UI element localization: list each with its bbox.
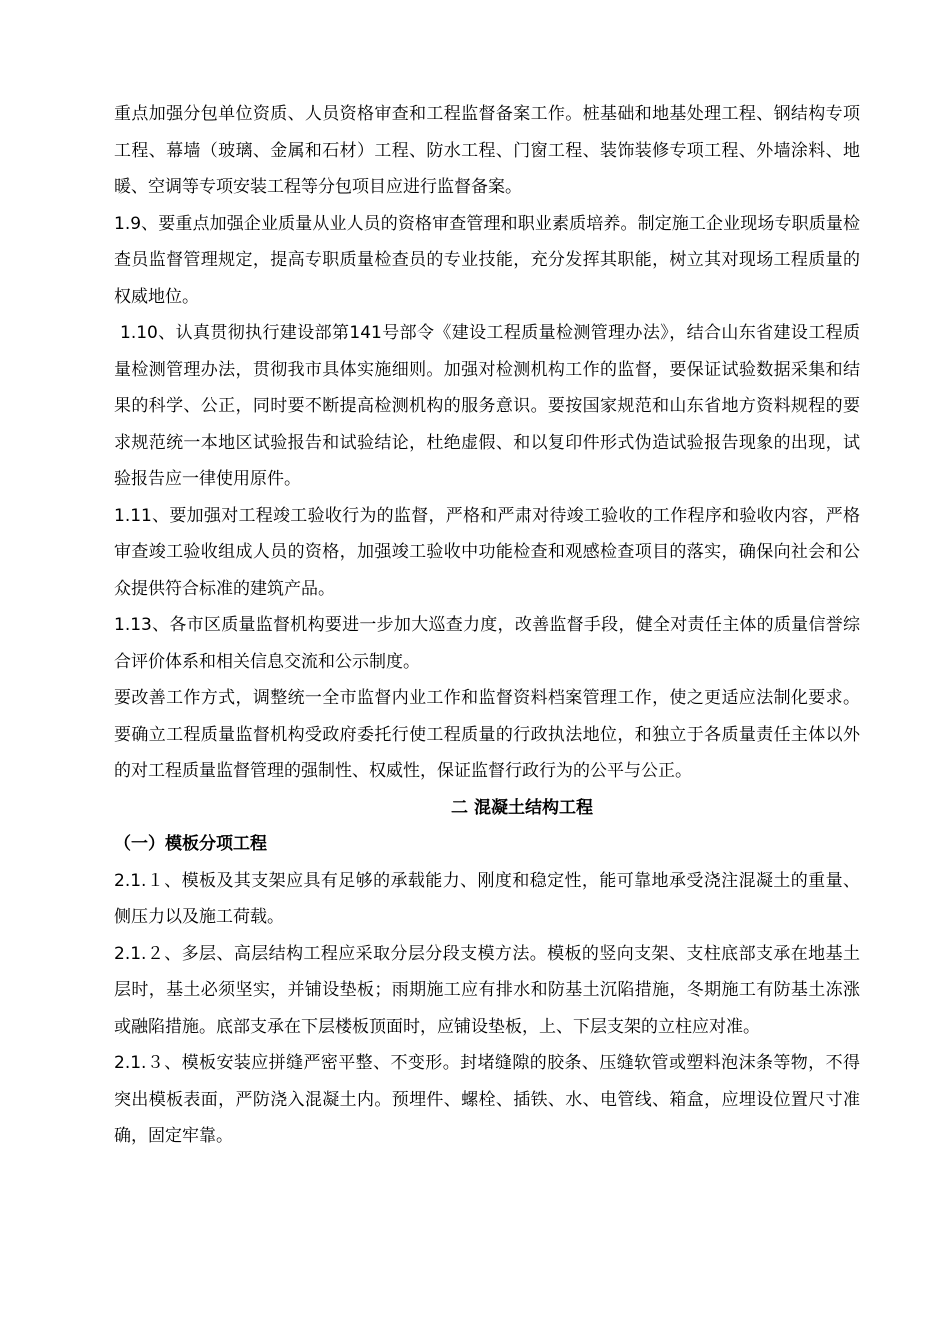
item-2-1-3: 2.1.３、模板安装应拼缝严密平整、不变形。封堵缝隙的胶条、压缝软管或塑料泡沫条等物，不得突出模板表面，严防浇入混凝土内。预埋件、螺栓、插铁、水、电管线、箱盒，应埋设位置尺寸准确，固定牢靠。	[114, 1053, 860, 1146]
item-2-1-1: 2.1.１、模板及其支架应具有足够的承载能力、刚度和稳定性，能可靠地承受浇注混凝土的重量、侧压力以及施工荷载。	[114, 870, 860, 927]
item-2-1-2: 2.1.２、多层、高层结构工程应采取分层分段支模方法。模板的竖向支架、支柱底部支承在地基土层时，基土必须坚实，并铺设垫板；雨期施工应有排水和防基土沉陷措施，冬期施工有防基土冻涨或融陷措施。底部支承在下层楼板顶面时，应铺设垫板，上、下层支架的立柱应对准。	[114, 943, 860, 1037]
paragraph-subcontract-filing: 重点加强分包单位资质、人员资格审查和工程监督备案工作。桩基础和地基处理工程、钢结构专项工程、幕墙（玻璃、金属和石材）工程、防水工程、门窗工程、装饰装修专项工程、外墙涂料、地暖、空调等专项安装工程等分包项目应进行监督备案。	[114, 104, 860, 197]
paragraph-work-method: 要改善工作方式，调整统一全市监督内业工作和监督资料档案管理工作，使之更适应法制化要求。要确立工程质量监督机构受政府委托行使工程质量的行政执法地位，和独立于各质量责任主体以外的对工程质量监督管理的强制性、权威性，保证监督行政行为的公平与公正。	[114, 688, 860, 781]
paragraph-1-13: 1.13、各市区质量监督机构要进一步加大巡查力度，改善监督手段，健全对责任主体的质量信誉综合评价体系和相关信息交流和公示制度。	[114, 615, 860, 672]
subsection-title: （一）模板分项工程	[114, 834, 267, 854]
paragraph-1-9: 1.9、要重点加强企业质量从业人员的资格审查管理和职业素质培养。制定施工企业现场专职质量检查员监督管理规定，提高专职质量检查员的专业技能，充分发挥其职能，树立其对现场工程质量的权威地位。	[114, 213, 860, 307]
paragraph-1-11: 1.11、要加强对工程竣工验收行为的监督，严格和严肃对待竣工验收的工作程序和验收内容，严格审查竣工验收组成人员的资格，加强竣工验收中功能检查和观感检查项目的落实，确保向社会和公众提供符合标准的建筑产品。	[114, 505, 860, 599]
section-title: 二 混凝土结构工程	[451, 797, 593, 818]
paragraph-1-10: 1.10、认真贯彻执行建设部第141号部令《建设工程质量检测管理办法》，结合山东省建设工程质量检测管理办法，贯彻我市具体实施细则。加强对检测机构工作的监督，要保证试验数据采集和结果的科学、公正，同时要不断提高检测机构的服务意识。要按国家规范和山东省地方资料规程的要求规范统一本地区试验报告和试验结论，杜绝虚假、和以复印件形式伪造试验报告现象的出现，试验报告应一律使用原件。	[114, 323, 860, 489]
